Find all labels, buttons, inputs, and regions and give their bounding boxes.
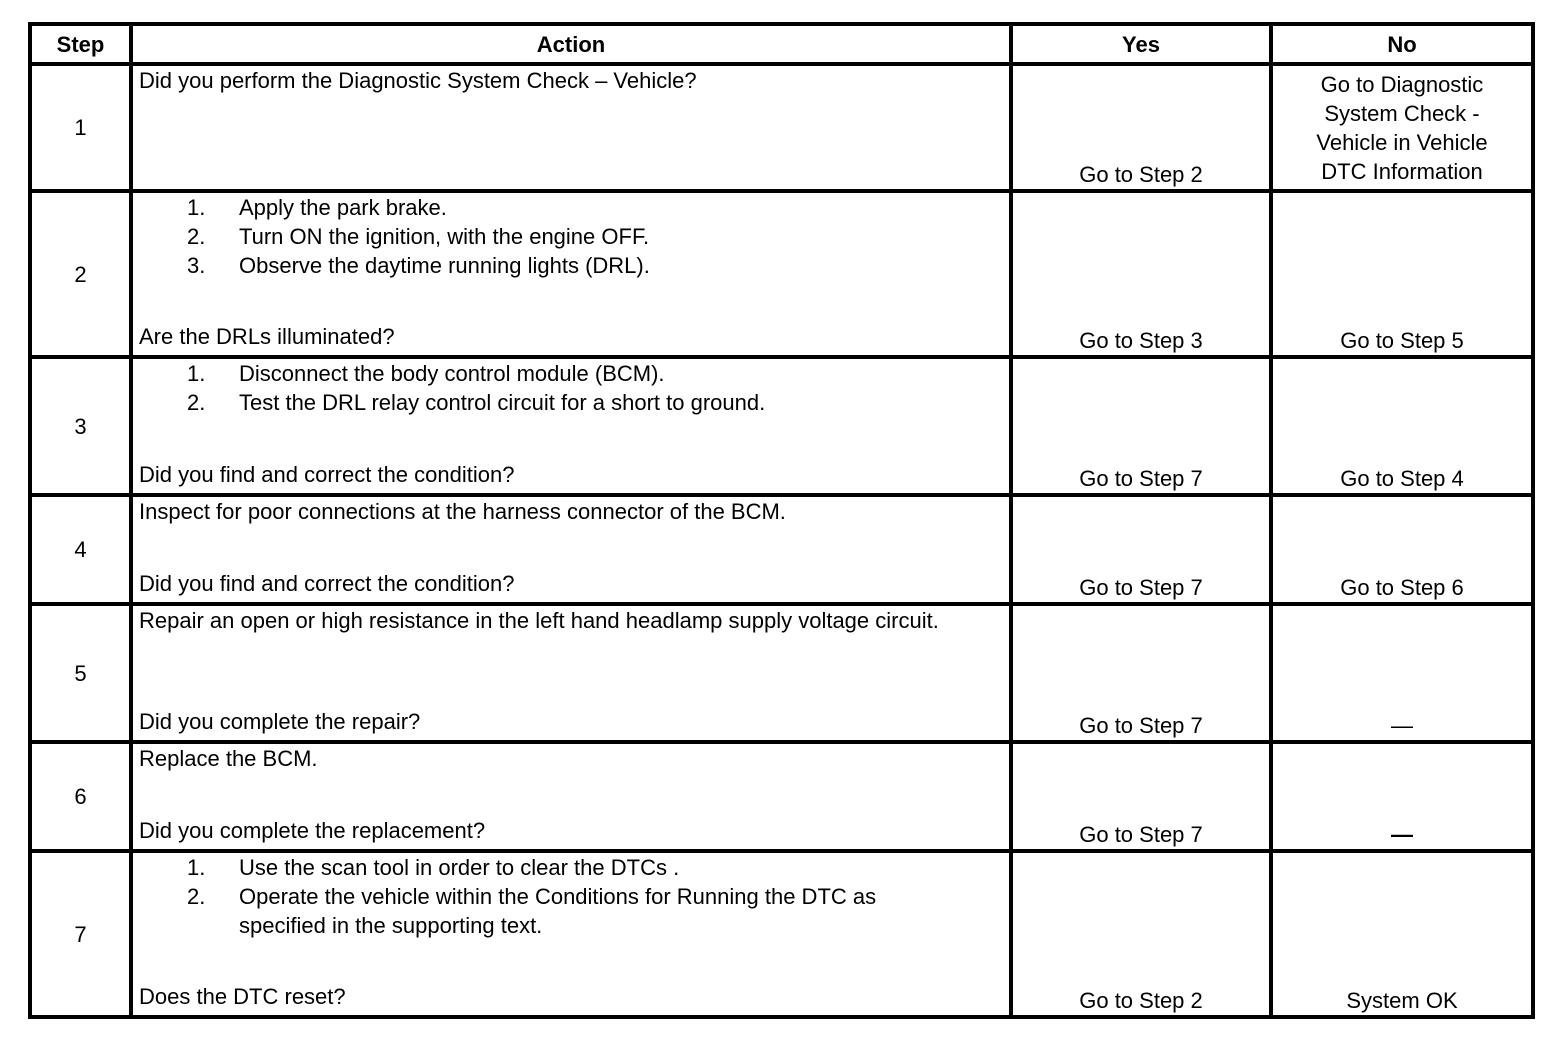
- list-item: 2. Test the DRL relay control circuit for a short to ground.: [187, 390, 766, 415]
- step-number: 3: [30, 357, 131, 495]
- step-number: 1: [30, 64, 131, 191]
- action-question: Are the DRLs illuminated?: [139, 324, 395, 349]
- yes-cell: Go to Step 3: [1011, 191, 1271, 357]
- substep-list: [139, 853, 1003, 940]
- action-cell: [131, 64, 1011, 191]
- action-cell: [131, 742, 1011, 851]
- yes-cell: Go to Step 7: [1011, 604, 1271, 742]
- table-row: [30, 742, 1533, 851]
- yes-cell: Go to Step 2: [1011, 851, 1271, 1017]
- action-cell: [131, 851, 1011, 1017]
- action-instruction: Did you perform the Diagnostic System Check – Vehicle?: [139, 68, 697, 93]
- action-question: Does the DTC reset?: [139, 984, 346, 1009]
- header-no: No: [1271, 24, 1533, 64]
- list-item: 1. Disconnect the body control module (BCM).: [187, 361, 665, 386]
- list-item: 3. Observe the daytime running lights (DRL).: [187, 253, 650, 278]
- action-question: Did you complete the repair?: [139, 709, 421, 734]
- step-number: 2: [30, 191, 131, 357]
- table-row: [30, 64, 1533, 191]
- table-row: [30, 495, 1533, 604]
- no-cell: Go to Diagnostic System Check - Vehicle in Vehicle DTC Information: [1271, 64, 1533, 191]
- yes-cell: Go to Step 2: [1011, 64, 1271, 191]
- action-question: Did you find and correct the condition?: [139, 462, 515, 487]
- no-cell: Go to Step 5: [1271, 191, 1533, 357]
- step-number: 5: [30, 604, 131, 742]
- action-cell: [131, 604, 1011, 742]
- header-yes: Yes: [1011, 24, 1271, 64]
- list-item: 1. Use the scan tool in order to clear the DTCs .: [187, 855, 680, 880]
- no-cell: —: [1271, 742, 1533, 851]
- header-step: Step: [30, 24, 131, 64]
- no-cell: Go to Step 4: [1271, 357, 1533, 495]
- table-row: [30, 604, 1533, 742]
- action-question: Did you complete the replacement?: [139, 818, 486, 843]
- action-instruction: Inspect for poor connections at the harness connector of the BCM.: [139, 499, 786, 524]
- table-row: [30, 357, 1533, 495]
- yes-cell: Go to Step 7: [1011, 742, 1271, 851]
- list-item: 2. Operate the vehicle within the Conditions for Running the DTC as specified in the supporting text.: [187, 884, 877, 938]
- header-action: Action: [131, 24, 1011, 64]
- header-row: [30, 24, 1533, 64]
- substep-list: [139, 193, 1003, 280]
- action-question: Did you find and correct the condition?: [139, 571, 515, 596]
- step-number: 6: [30, 742, 131, 851]
- diagnostic-table: [28, 22, 1535, 1019]
- action-cell: [131, 191, 1011, 357]
- no-cell: —: [1271, 604, 1533, 742]
- no-cell: Go to Step 6: [1271, 495, 1533, 604]
- action-cell: [131, 357, 1011, 495]
- action-instruction: Replace the BCM.: [139, 746, 318, 771]
- action-instruction: Repair an open or high resistance in the left hand headlamp supply voltage circuit.: [139, 608, 939, 633]
- yes-cell: Go to Step 7: [1011, 357, 1271, 495]
- step-number: 7: [30, 851, 131, 1017]
- table-row: [30, 851, 1533, 1017]
- yes-cell: Go to Step 7: [1011, 495, 1271, 604]
- substep-list: [139, 359, 1003, 417]
- list-item: 2. Turn ON the ignition, with the engine OFF.: [187, 224, 650, 249]
- action-cell: [131, 495, 1011, 604]
- step-number: 4: [30, 495, 131, 604]
- list-item: 1. Apply the park brake.: [187, 195, 447, 220]
- table-row: [30, 191, 1533, 357]
- no-cell: System OK: [1271, 851, 1533, 1017]
